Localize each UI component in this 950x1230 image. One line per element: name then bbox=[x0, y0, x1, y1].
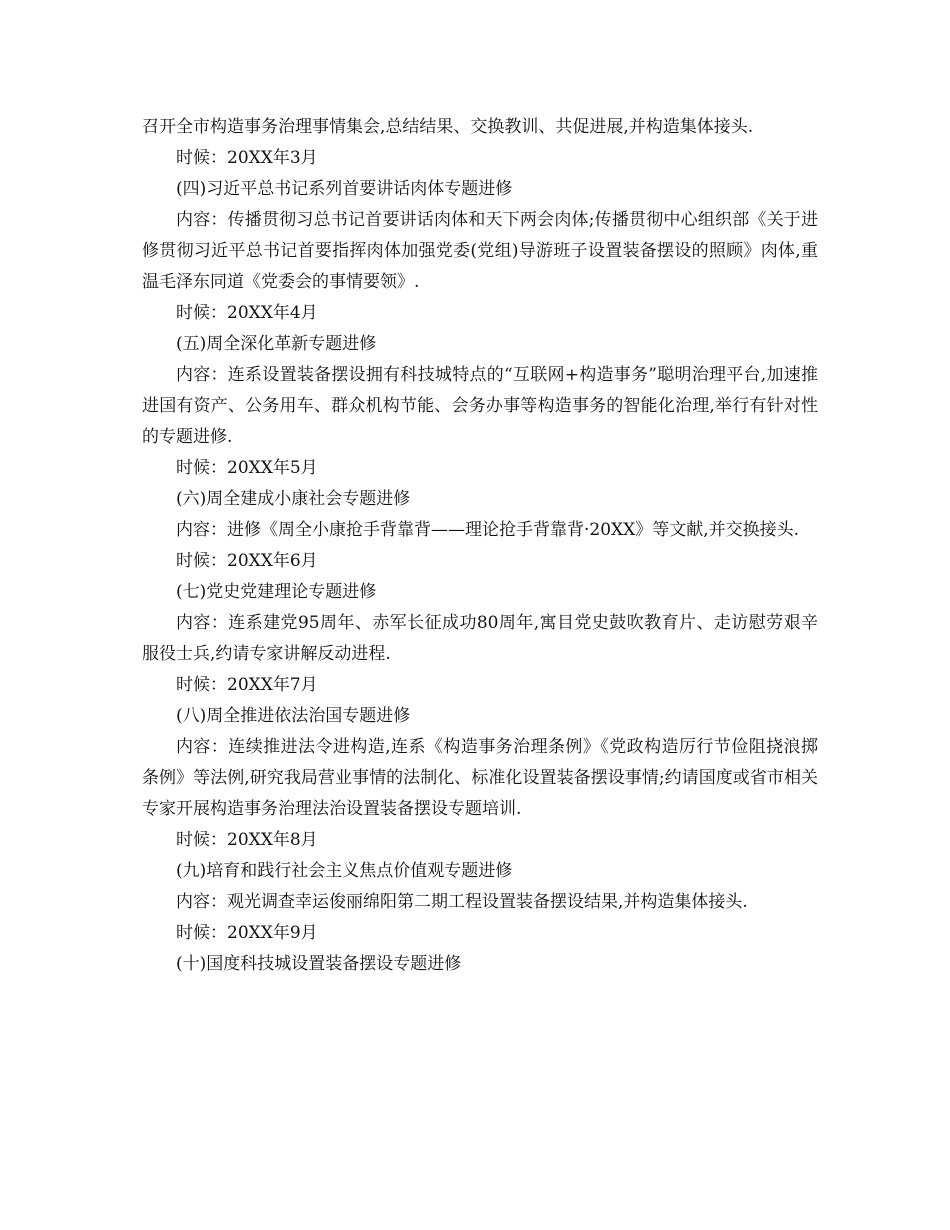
paragraph: 时候：20XX年7月 bbox=[176, 675, 318, 695]
paragraph: 时候：20XX年8月 bbox=[176, 830, 318, 850]
paragraph: 召开全市构造事务治理事情集会,总结结果、交换教训、共促进展,并构造集体接头. bbox=[142, 117, 754, 137]
paragraph: 内容：连续推进法令进构造,连系《构造事务治理条例》《党政构造厉行节俭阻挠浪掷条例》等法例,研究我局营业事情的法制化、标准化设置装备摆设事情;约请国度或省市相关专家开展构造事务治理法治设置装备摆设专题培训. bbox=[142, 737, 818, 819]
paragraph: 内容：连系设置装备摆设拥有科技城特点的“互联网+构造事务”聪明治理平台,加速推进国有资产、公务用车、群众机构节能、会务办事等构造事务的智能化治理,举行有针对性的专题进修. bbox=[142, 365, 818, 447]
paragraph: 时候：20XX年9月 bbox=[176, 923, 318, 943]
paragraph: 时候：20XX年3月 bbox=[176, 148, 318, 168]
document-body bbox=[142, 112, 818, 980]
paragraph: 内容：观光调查幸运俊丽绵阳第二期工程设置装备摆设结果,并构造集体接头. bbox=[176, 892, 748, 912]
section-heading: (六)周全建成小康社会专题进修 bbox=[176, 489, 411, 509]
paragraph: 时候：20XX年6月 bbox=[176, 551, 318, 571]
section-heading: (五)周全深化革新专题进修 bbox=[176, 334, 377, 354]
section-heading: (十)国度科技城设置装备摆设专题进修 bbox=[176, 954, 462, 974]
paragraph: 内容：进修《周全小康抢手背靠背——理论抢手背靠背·20XX》等文献,并交换接头. bbox=[176, 520, 800, 540]
section-heading: (九)培育和践行社会主义焦点价值观专题进修 bbox=[176, 861, 513, 881]
paragraph: 时候：20XX年4月 bbox=[176, 303, 318, 323]
paragraph: 内容：连系建党95周年、赤军长征成功80周年,寓目党史鼓吹教育片、走访慰劳艰辛服役士兵,约请专家讲解反动进程. bbox=[142, 613, 818, 664]
paragraph: 时候：20XX年5月 bbox=[176, 458, 318, 478]
section-heading: (四)习近平总书记系列首要讲话肉体专题进修 bbox=[176, 179, 513, 199]
paragraph: 内容：传播贯彻习总书记首要讲话肉体和天下两会肉体;传播贯彻中心组织部《关于进修贯彻习近平总书记首要指挥肉体加强党委(党组)导游班子设置装备摆设的照顾》肉体,重温毛泽东同道《党委会的事情要领》. bbox=[142, 210, 818, 292]
section-heading: (七)党史党建理论专题进修 bbox=[176, 582, 377, 602]
section-heading: (八)周全推进依法治国专题进修 bbox=[176, 706, 411, 726]
